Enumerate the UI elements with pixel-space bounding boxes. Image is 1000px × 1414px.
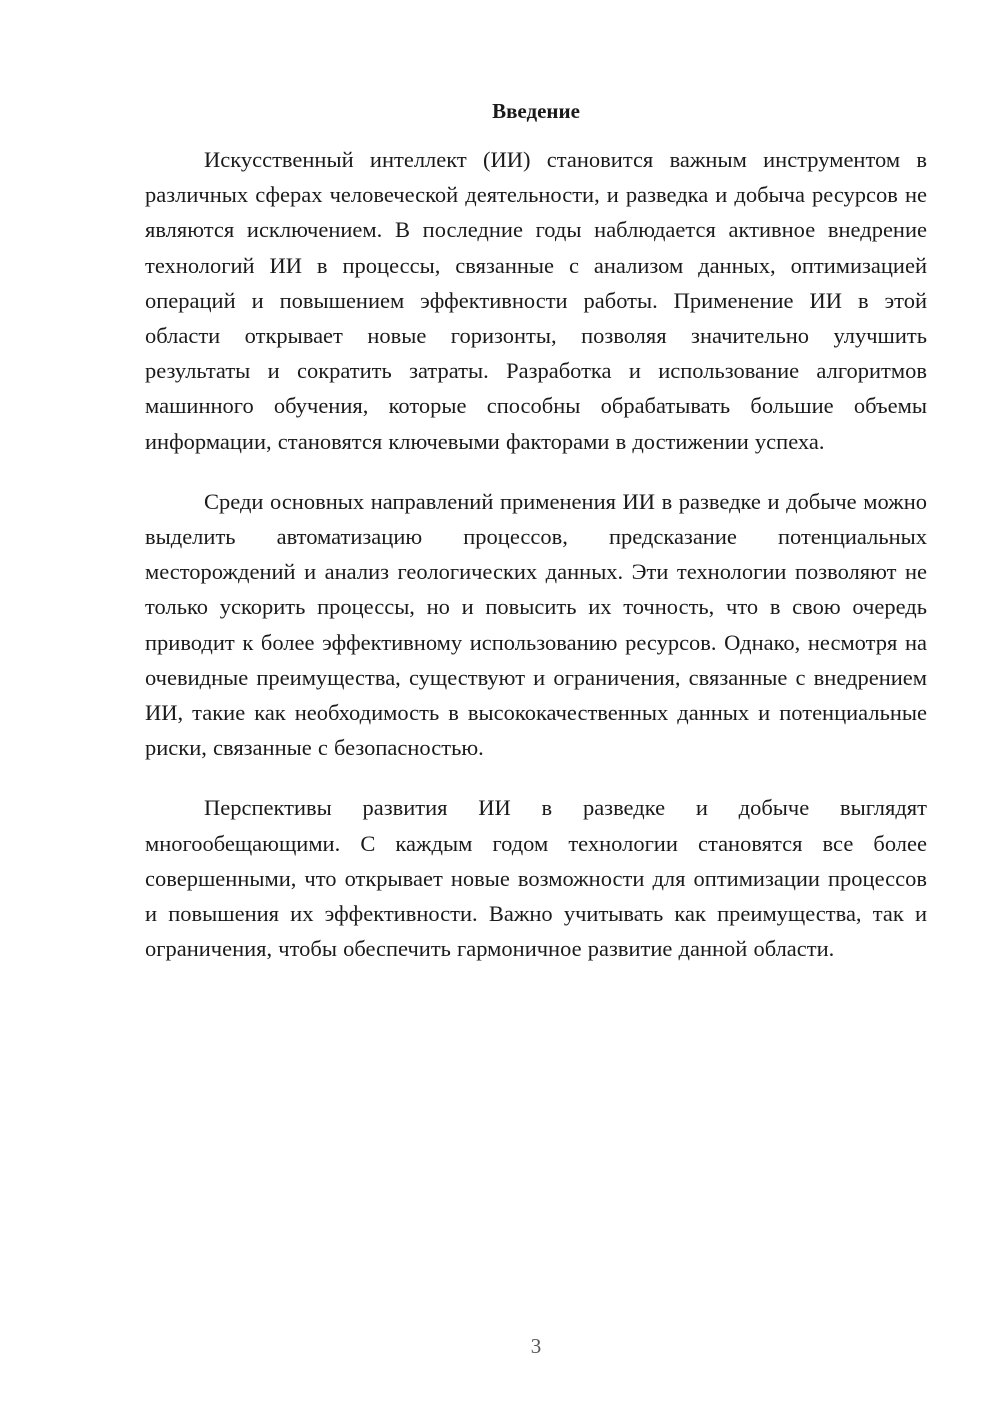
paragraph-directions: Среди основных направлений применения ИИ в разведке и добыче можно выделить автоматизацию процессов, предсказание потенциальных месторождений и анализ геологических данных. Эти технологии позволяют не только ускорить процессы, но и повысить их точность, что в свою очередь приводит к более эффективному использованию ресурсов. Однако, несмотря на очевидные преимущества, существуют и ограничения, связанные с внедрением ИИ, такие как необходимость в высококачественных данных и потенциальные риски, связанные с безопасностью. — [145, 488, 927, 761]
paragraph-intro: Искусственный интеллект (ИИ) становится важным инструментом в различных сферах человеческой деятельности, и разведка и добыча ресурсов не являются исключением. В последние годы наблюдается активное внедрение технологий ИИ в процессы, связанные с анализом данных, оптимизацией операций и повышением эффективности работы. Применение ИИ в этой области открывает новые горизонты, позволяя значительно улучшить результаты и сократить затраты. Разработка и использование алгоритмов машинного обучения, которые способны обрабатывать большие объемы информации, становятся ключевыми факторами в достижении успеха. — [145, 147, 927, 454]
body-text — [145, 142, 927, 991]
paragraph-perspectives: Перспективы развития ИИ в разведке и добыче выглядят многообещающими. С каждым годом технологии становятся все более совершенными, что открывает новые возможности для оптимизации процессов и повышения их эффективности. Важно учитывать как преимущества, так и ограничения, чтобы обеспечить гармоничное развитие данной области. — [145, 795, 927, 962]
page-number: 3 — [530, 1334, 542, 1358]
page-title: Введение — [492, 99, 580, 123]
